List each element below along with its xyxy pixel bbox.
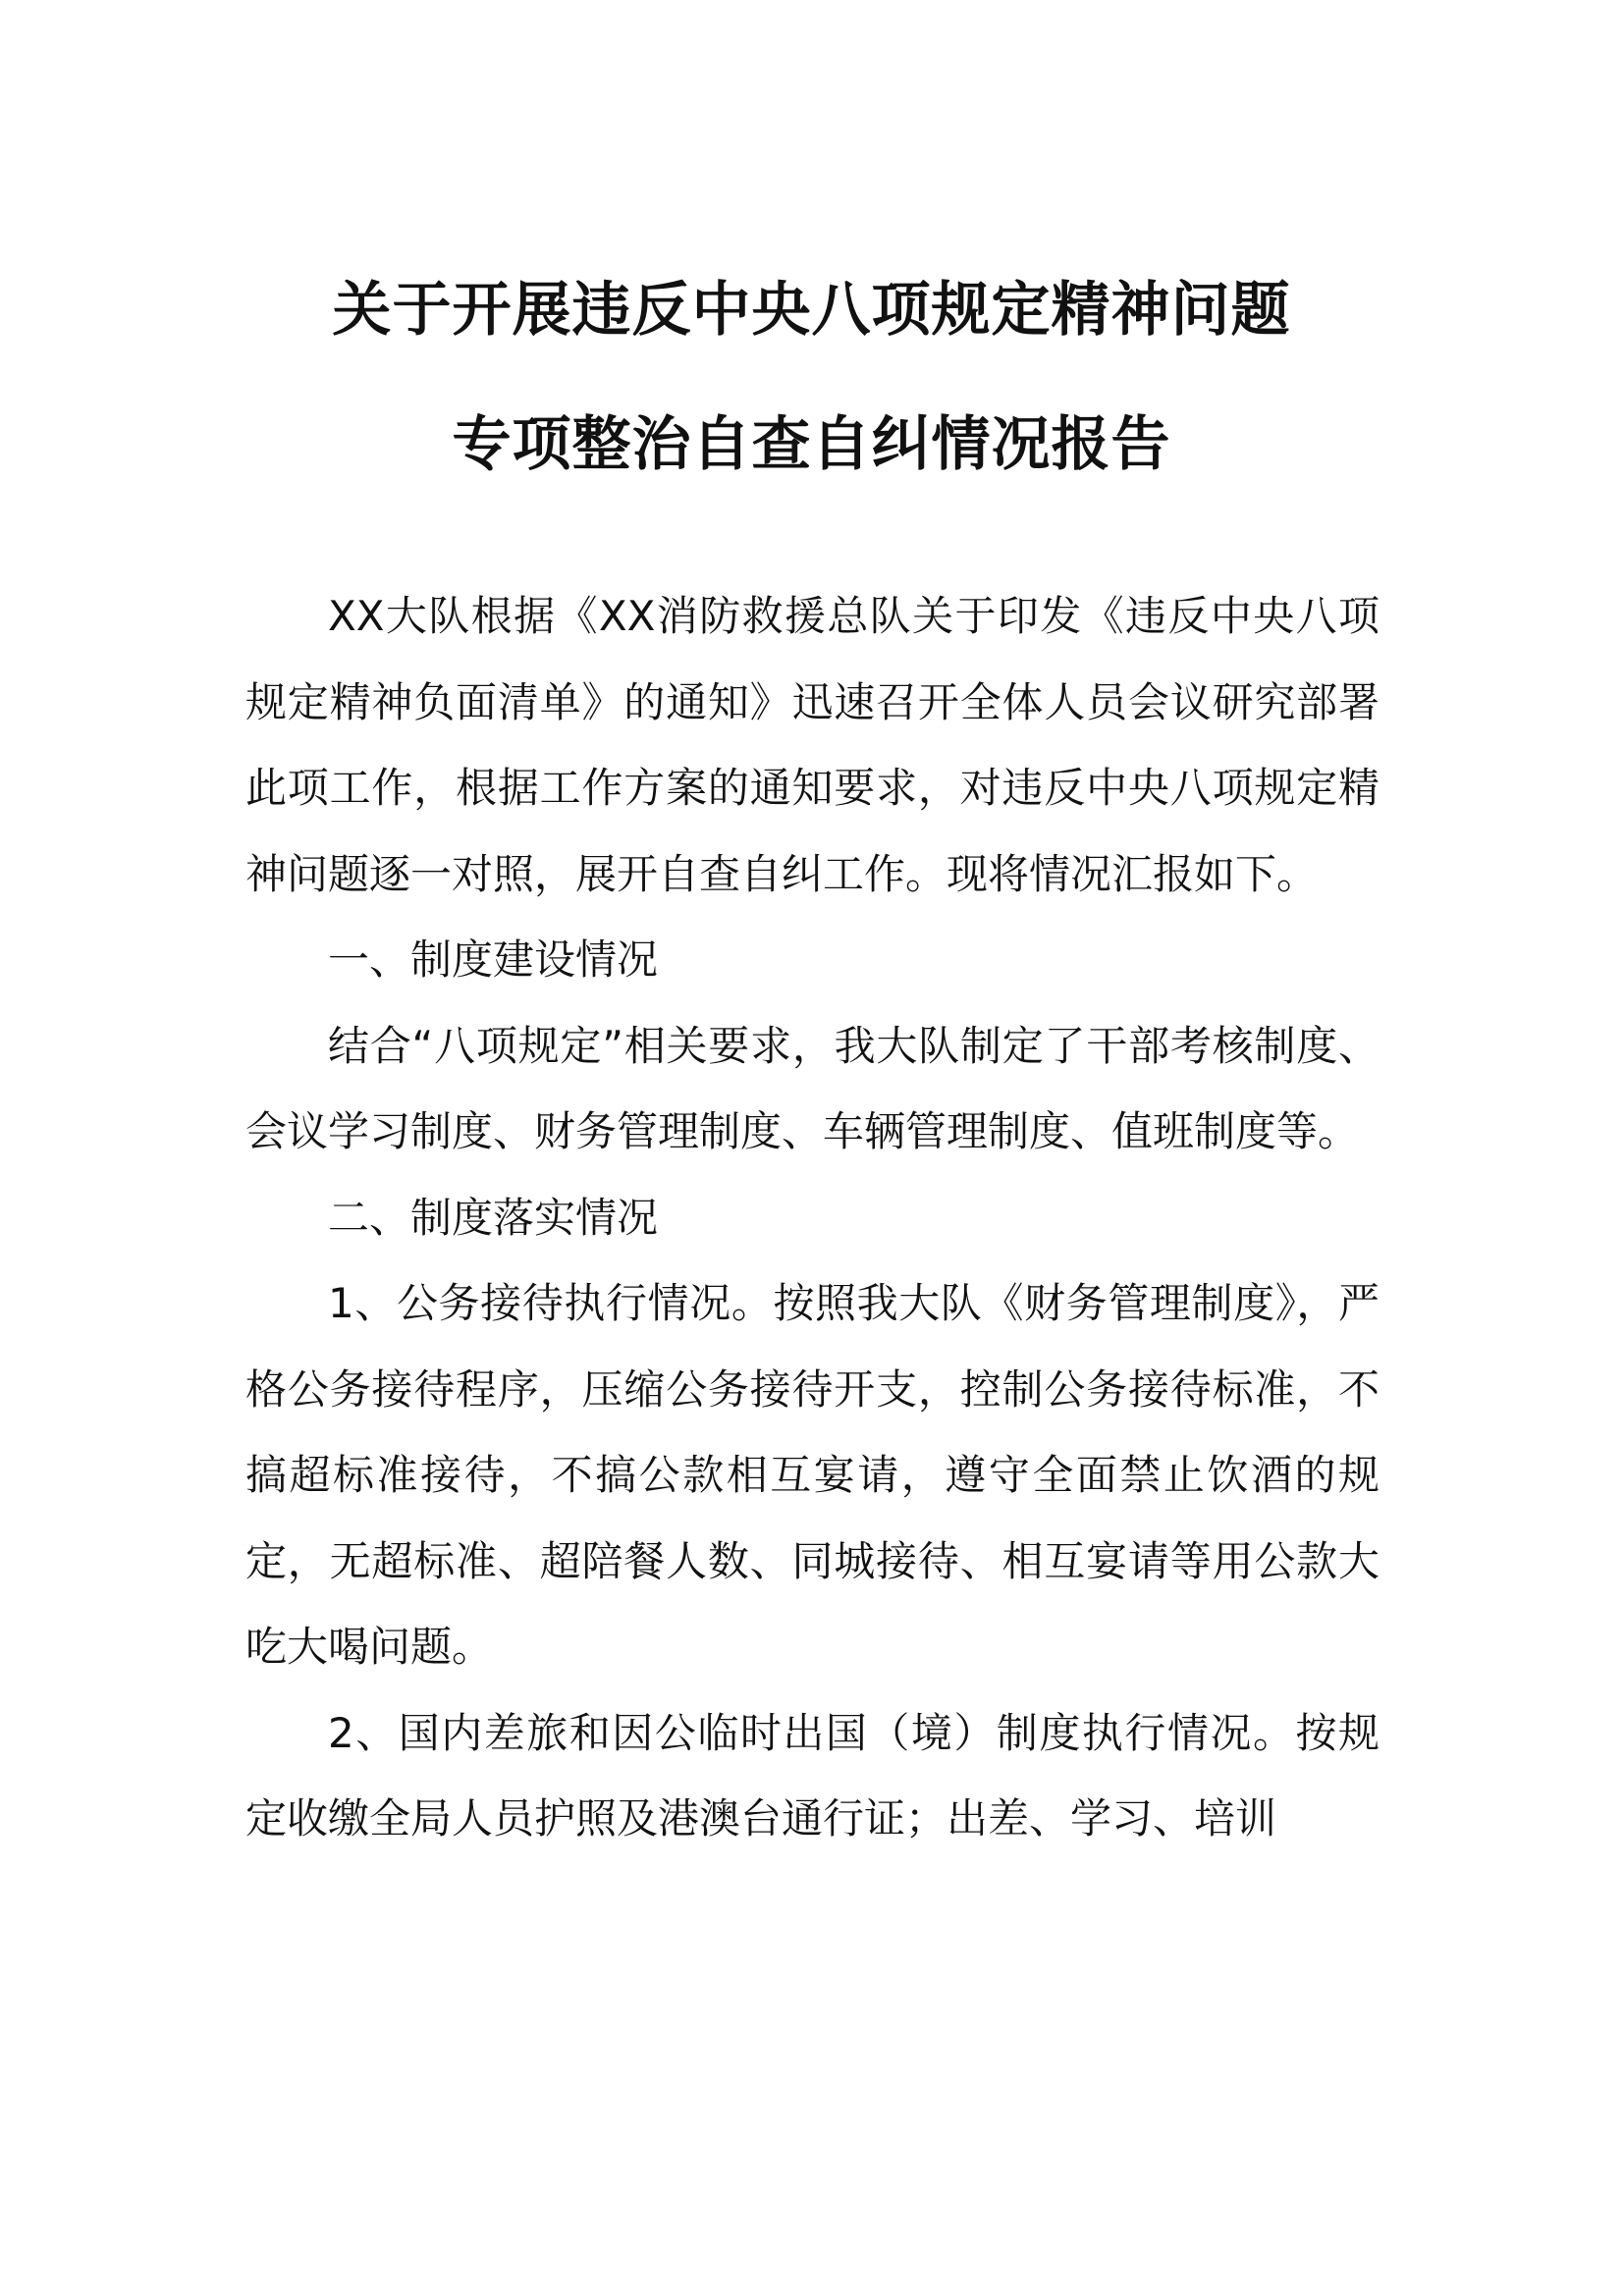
- item-1-official-reception: 1、公务接待执行情况。按照我大队《财务管理制度》，严格公务接待程序，压缩公务接待开支，控制公务接待标准，不搞超标准接待，不搞公款相互宴请，遵守全面禁止饮酒的规定，无超标准、超陪餐人数、同城接待、相互宴请等用公款大吃大喝问题。: [245, 1279, 1380, 1671]
- title-line-2: 专项整治自查自纠情况报告: [452, 410, 1171, 479]
- title-line-1: 关于开展违反中央八项规定精神问题: [332, 276, 1291, 345]
- system-building-paragraph: 结合“八项规定”相关要求，我大队制定了干部考核制度、会议学习制度、财务管理制度、车辆管理制度、值班制度等。: [245, 1021, 1380, 1155]
- intro-paragraph: XX大队根据《XX消防救援总队关于印发《违反中央八项规定精神负面清单》的通知》迅速召开全体人员会议研究部署此项工作，根据工作方案的通知要求，对违反中央八项规定精神问题逐一对照，展开自查自纠工作。现将情况汇报如下。: [245, 592, 1380, 898]
- section-heading-system-implementation: 二、制度落实情况: [328, 1193, 659, 1242]
- item-2-travel-and-abroad: 2、国内差旅和因公临时出国（境）制度执行情况。按规定收缴全局人员护照及港澳台通行证；出差、学习、培训: [245, 1708, 1380, 1842]
- section-heading-system-building: 一、制度建设情况: [328, 935, 659, 984]
- document-body: [245, 573, 1380, 1862]
